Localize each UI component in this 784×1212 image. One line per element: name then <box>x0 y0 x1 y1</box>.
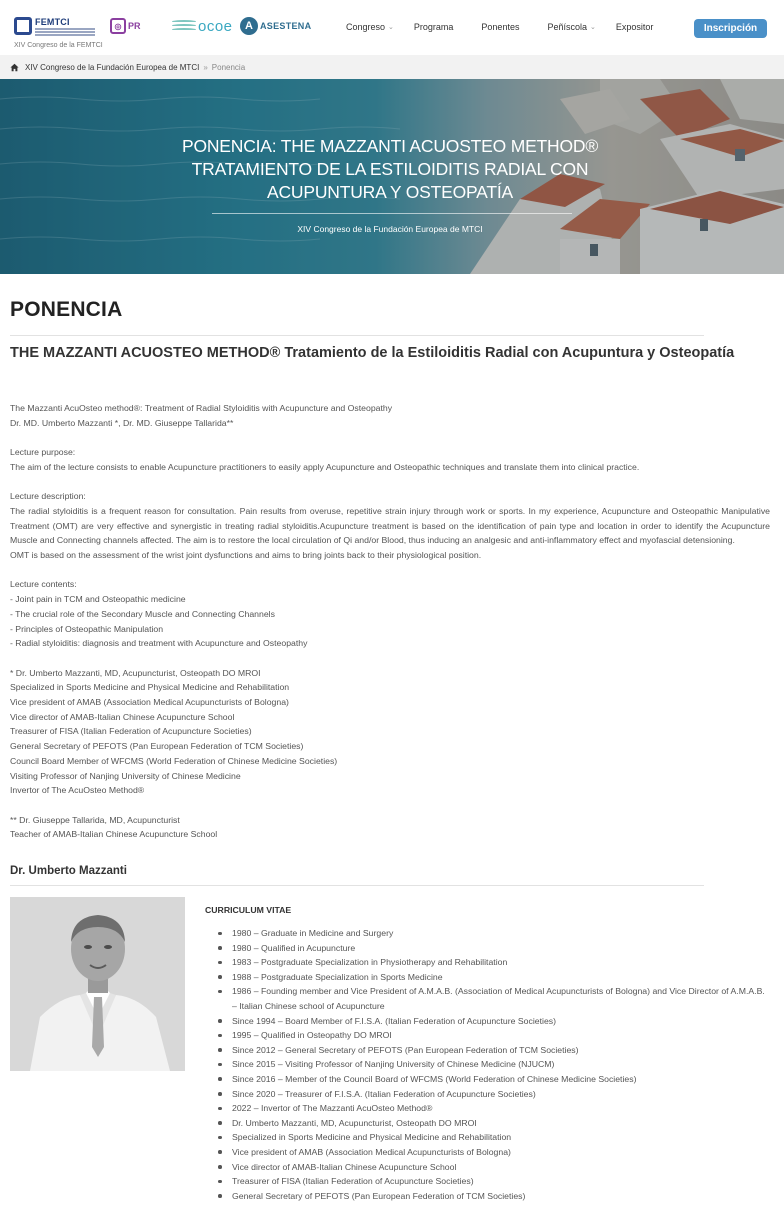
list-item: Specialized in Sports Medicine and Physical Medicine and Rehabilitation <box>214 1130 770 1145</box>
list-item: Since 2016 – Member of the Council Board of WFCMS (World Federation of Chinese Medicine Societies) <box>214 1072 770 1087</box>
divider <box>10 885 704 886</box>
list-item: 1983 – Postgraduate Specialization in Physiotherapy and Rehabilitation <box>214 955 770 970</box>
purpose-label: Lecture purpose: <box>10 447 76 458</box>
author-line: General Secretary of PEFOTS (Pan European Federation of TCM Societies) <box>10 741 304 752</box>
author-line: Teacher of AMAB-Italian Chinese Acupuncture School <box>10 829 218 840</box>
list-item: Treasurer of FISA (Italian Federation of Acupuncture Societies) <box>214 1174 770 1189</box>
list-item: Since 2020 – Treasurer of F.I.S.A. (Italian Federation of Acupuncture Societies) <box>214 1087 770 1102</box>
site-header <box>0 0 784 55</box>
pr-logo[interactable] <box>110 18 166 34</box>
list-item: - Radial styloiditis: diagnosis and treatment with Acupuncture and Osteopathy <box>10 638 308 649</box>
list-item: Vice president of AMAB (Association Medical Acupuncturists of Bologna) <box>214 1145 770 1160</box>
divider <box>10 335 704 336</box>
nav-item-ponentes[interactable]: Ponentes <box>481 22 520 32</box>
list-item: 1988 – Postgraduate Specialization in Sports Medicine <box>214 970 770 985</box>
author-line: ** Dr. Giuseppe Tallarida, MD, Acupuncturist <box>10 814 180 825</box>
asestena-logo-mark: A <box>240 17 258 35</box>
nav-item-congreso[interactable]: Congreso ⌄ <box>346 22 394 32</box>
author-line: * Dr. Umberto Mazzanti, MD, Acupuncturist, Osteopath DO MROI <box>10 667 261 678</box>
hero-banner <box>0 79 784 274</box>
author-line: Specialized in Sports Medicine and Physical Medicine and Rehabilitation <box>10 682 290 693</box>
lecture-body: The Mazzanti AcuOsteo method®: Treatment of Radial Styloiditis with Acupuncture and Osteopathy Dr. MD. Umberto Mazzanti *, Dr. MD. Giuseppe Tallarida** Lecture purpose: The aim of the lecture consists to enable Acupuncture practitioners to easily apply Acupuncture and Osteopathic techniques and translate them into clinical practice. Lecture description: The radial styloiditis is a frequent reason for consultation. Pain results from overuse, repetitive strain injury through work or sports. In my experience, Acupuncture and Osteopathic Manipulative Treatment (OMT) are very effective and synergistic in treating radial styloiditis.Acupuncture treatment is based on the identification of pain type and location in order to identify the Acupuncture Muscle and Connecting channels affected. The aim is to restore the local circulation of Qi and/or Blood, thus inducing an analgesic and anti-inflammatory effect and myofascial detensioning. OMT is based on the assessment of the wrist joint dysfunctions and aims to bring joints back to their physiological position. Lecture contents: - Joint pain in TCM and Osteopathic medicine - The crucial role of the Secondary Muscle and Connecting Channels - Principles of Osteopathic Manipulation - Radial styloiditis: diagnosis and treatment with Acupuncture and Osteopathy * Dr. Umberto Mazzanti, MD, Acupuncturist, Osteopath DO MROI Specialized in Sports Medicine and Physical Medicine and Rehabilitation Vice president of AMAB (Association Medical Acupuncturists of Bologna) Vice director of AMAB-Italian Chinese Acupuncture School Treasurer of FISA (Italian Federation of Acupuncture Societies) General Secretary of PEFOTS (Pan European Federation of TCM Societies) Council Board Member of WFCMS (World Federation of Chinese Medicine Societies) Visiting Professor of Nanjing University of Chinese Medicine Invertor of The AcuOsteo Method® ** Dr. Giuseppe Tallarida, MD, Acupuncturist Teacher of AMAB-Italian Chinese Acupuncture School <box>10 401 770 842</box>
author-line: Invertor of The AcuOsteo Method® <box>10 785 145 796</box>
femtci-logo-mark <box>14 17 32 35</box>
list-item: Since 2015 – Visiting Professor of Nanjing University of Chinese Medicine (NJUCM) <box>214 1057 770 1072</box>
list-item: 1980 – Qualified in Acupuncture <box>214 941 770 956</box>
list-item: 2022 – Invertor of The Mazzanti AcuOsteo Method® <box>214 1101 770 1116</box>
speaker-name: Dr. Umberto Mazzanti <box>10 865 127 877</box>
cv-title: CURRICULUM VITAE <box>205 905 292 915</box>
contents-label: Lecture contents: <box>10 579 77 590</box>
list-item: 1986 – Founding member and Vice President of A.M.A.B. (Association of Medical Acupuncturists of Bologna) and Vice Director of A.M.A.B. – Italian Chinese school of Acupuncture <box>214 984 770 1013</box>
nav-item-expositor[interactable]: Expositor <box>615 22 654 32</box>
list-item: Since 2012 – General Secretary of PEFOTS (Pan European Federation of TCM Societies) <box>214 1043 770 1058</box>
list-item: 1980 – Graduate in Medicine and Surgery <box>214 926 770 941</box>
description-text-2: OMT is based on the assessment of the wrist joint dysfunctions and aims to bring joints back to their physiological position. <box>10 550 482 560</box>
list-item: Dr. Umberto Mazzanti, MD, Acupuncturist, Osteopath DO MROI <box>214 1116 770 1131</box>
description-label: Lecture description: <box>10 491 86 502</box>
author-line: Council Board Member of WFCMS (World Federation of Chinese Medicine Societies) <box>10 755 338 766</box>
pr-logo-text: PR <box>128 21 141 31</box>
list-item: - The crucial role of the Secondary Muscle and Connecting Channels <box>10 608 275 619</box>
pr-logo-mark: ◎ <box>110 18 126 34</box>
breadcrumb <box>0 55 784 79</box>
hero-divider <box>212 213 572 214</box>
list-item: General Secretary of PEFOTS (Pan European Federation of TCM Societies) <box>214 1189 770 1204</box>
home-icon[interactable] <box>10 63 19 72</box>
asestena-logo-text: ASESTENA <box>260 21 312 31</box>
breadcrumb-current: Ponencia <box>211 62 246 72</box>
author-line: Vice president of AMAB (Association Medical Acupuncturists of Bologna) <box>10 697 289 707</box>
ocoe-logo[interactable] <box>172 18 240 35</box>
author-line: Treasurer of FISA (Italian Federation of Acupuncture Societies) <box>10 726 252 737</box>
list-item: Since 1994 – Board Member of F.I.S.A. (Italian Federation of Acupuncture Societies) <box>214 1014 770 1029</box>
description-text: The radial styloiditis is a frequent reason for consultation. Pain results from overuse, repetitive strain injury through work or sports. In my experience, Acupuncture and Osteopathic Manipulative Treatment (OMT) are very effective and synergistic in treating radial styloiditis.Acupuncture treatment is based on the identification of pain type and location in order to identify the Acupuncture Muscle and Connecting channels affected. The aim is to restore the local circulation of Qi and/or Blood, thus inducing an analgesic and anti-inflammatory effect and myofascial detensioning. <box>10 505 770 546</box>
nav-item-programa[interactable]: Programa <box>413 22 454 32</box>
page-title: PONENCIA: THE MAZZANTI ACUOSTEO METHOD® TRATAMIENTO DE LA ESTILOIDITIS RADIAL CON ACUPUNTURA Y OSTEOPATÍA <box>181 136 599 202</box>
femtci-logo[interactable] <box>14 13 100 39</box>
hero-subtitle: XIV Congreso de la Fundación Europea de MTCI <box>297 224 483 234</box>
ocoe-logo-text: ocoe <box>198 17 233 35</box>
list-item: Vice director of AMAB-Italian Chinese Acupuncture School <box>214 1160 770 1175</box>
list-item: - Principles of Osteopathic Manipulation <box>10 623 164 634</box>
asestena-logo[interactable] <box>240 17 314 35</box>
chevron-down-icon: ⌄ <box>589 24 596 31</box>
section-title: PONENCIA <box>10 298 123 321</box>
list-item: 1995 – Qualified in Osteopathy DO MROI <box>214 1028 770 1043</box>
chevron-down-icon: ⌄ <box>388 24 394 31</box>
purpose-text: The aim of the lecture consists to enable Acupuncture practitioners to easily apply Acupuncture and Osteopathic techniques and translate them into clinical practice. <box>10 461 640 472</box>
partner-logos <box>14 12 314 40</box>
chevron-double-right-icon: » <box>203 62 208 72</box>
speaker-portrait-illustration <box>10 897 185 1071</box>
author-line: Vice director of AMAB-Italian Chinese Acupuncture School <box>10 711 235 722</box>
header-subtitle: XIV Congreso de la FEMTCI <box>14 42 103 49</box>
cv-list <box>214 926 770 1203</box>
breadcrumb-root-link[interactable]: XIV Congreso de la Fundación Europea de MTCI <box>25 62 200 72</box>
list-item: - Joint pain in TCM and Osteopathic medicine <box>10 594 186 605</box>
main-nav <box>346 22 653 32</box>
speaker-photo <box>10 897 185 1071</box>
lecture-title: THE MAZZANTI ACUOSTEO METHOD® Tratamiento de la Estiloiditis Radial con Acupuntura y Osteopatía <box>10 345 735 361</box>
author-line: Visiting Professor of Nanjing University of Chinese Medicine <box>10 770 241 781</box>
ocoe-waves-icon <box>172 19 196 33</box>
inscripcion-button[interactable]: Inscripción <box>694 19 767 38</box>
femtci-logo-text: FEMTCI <box>35 16 70 27</box>
nav-item-peniscola[interactable]: Peñíscola ⌄ <box>547 22 596 32</box>
